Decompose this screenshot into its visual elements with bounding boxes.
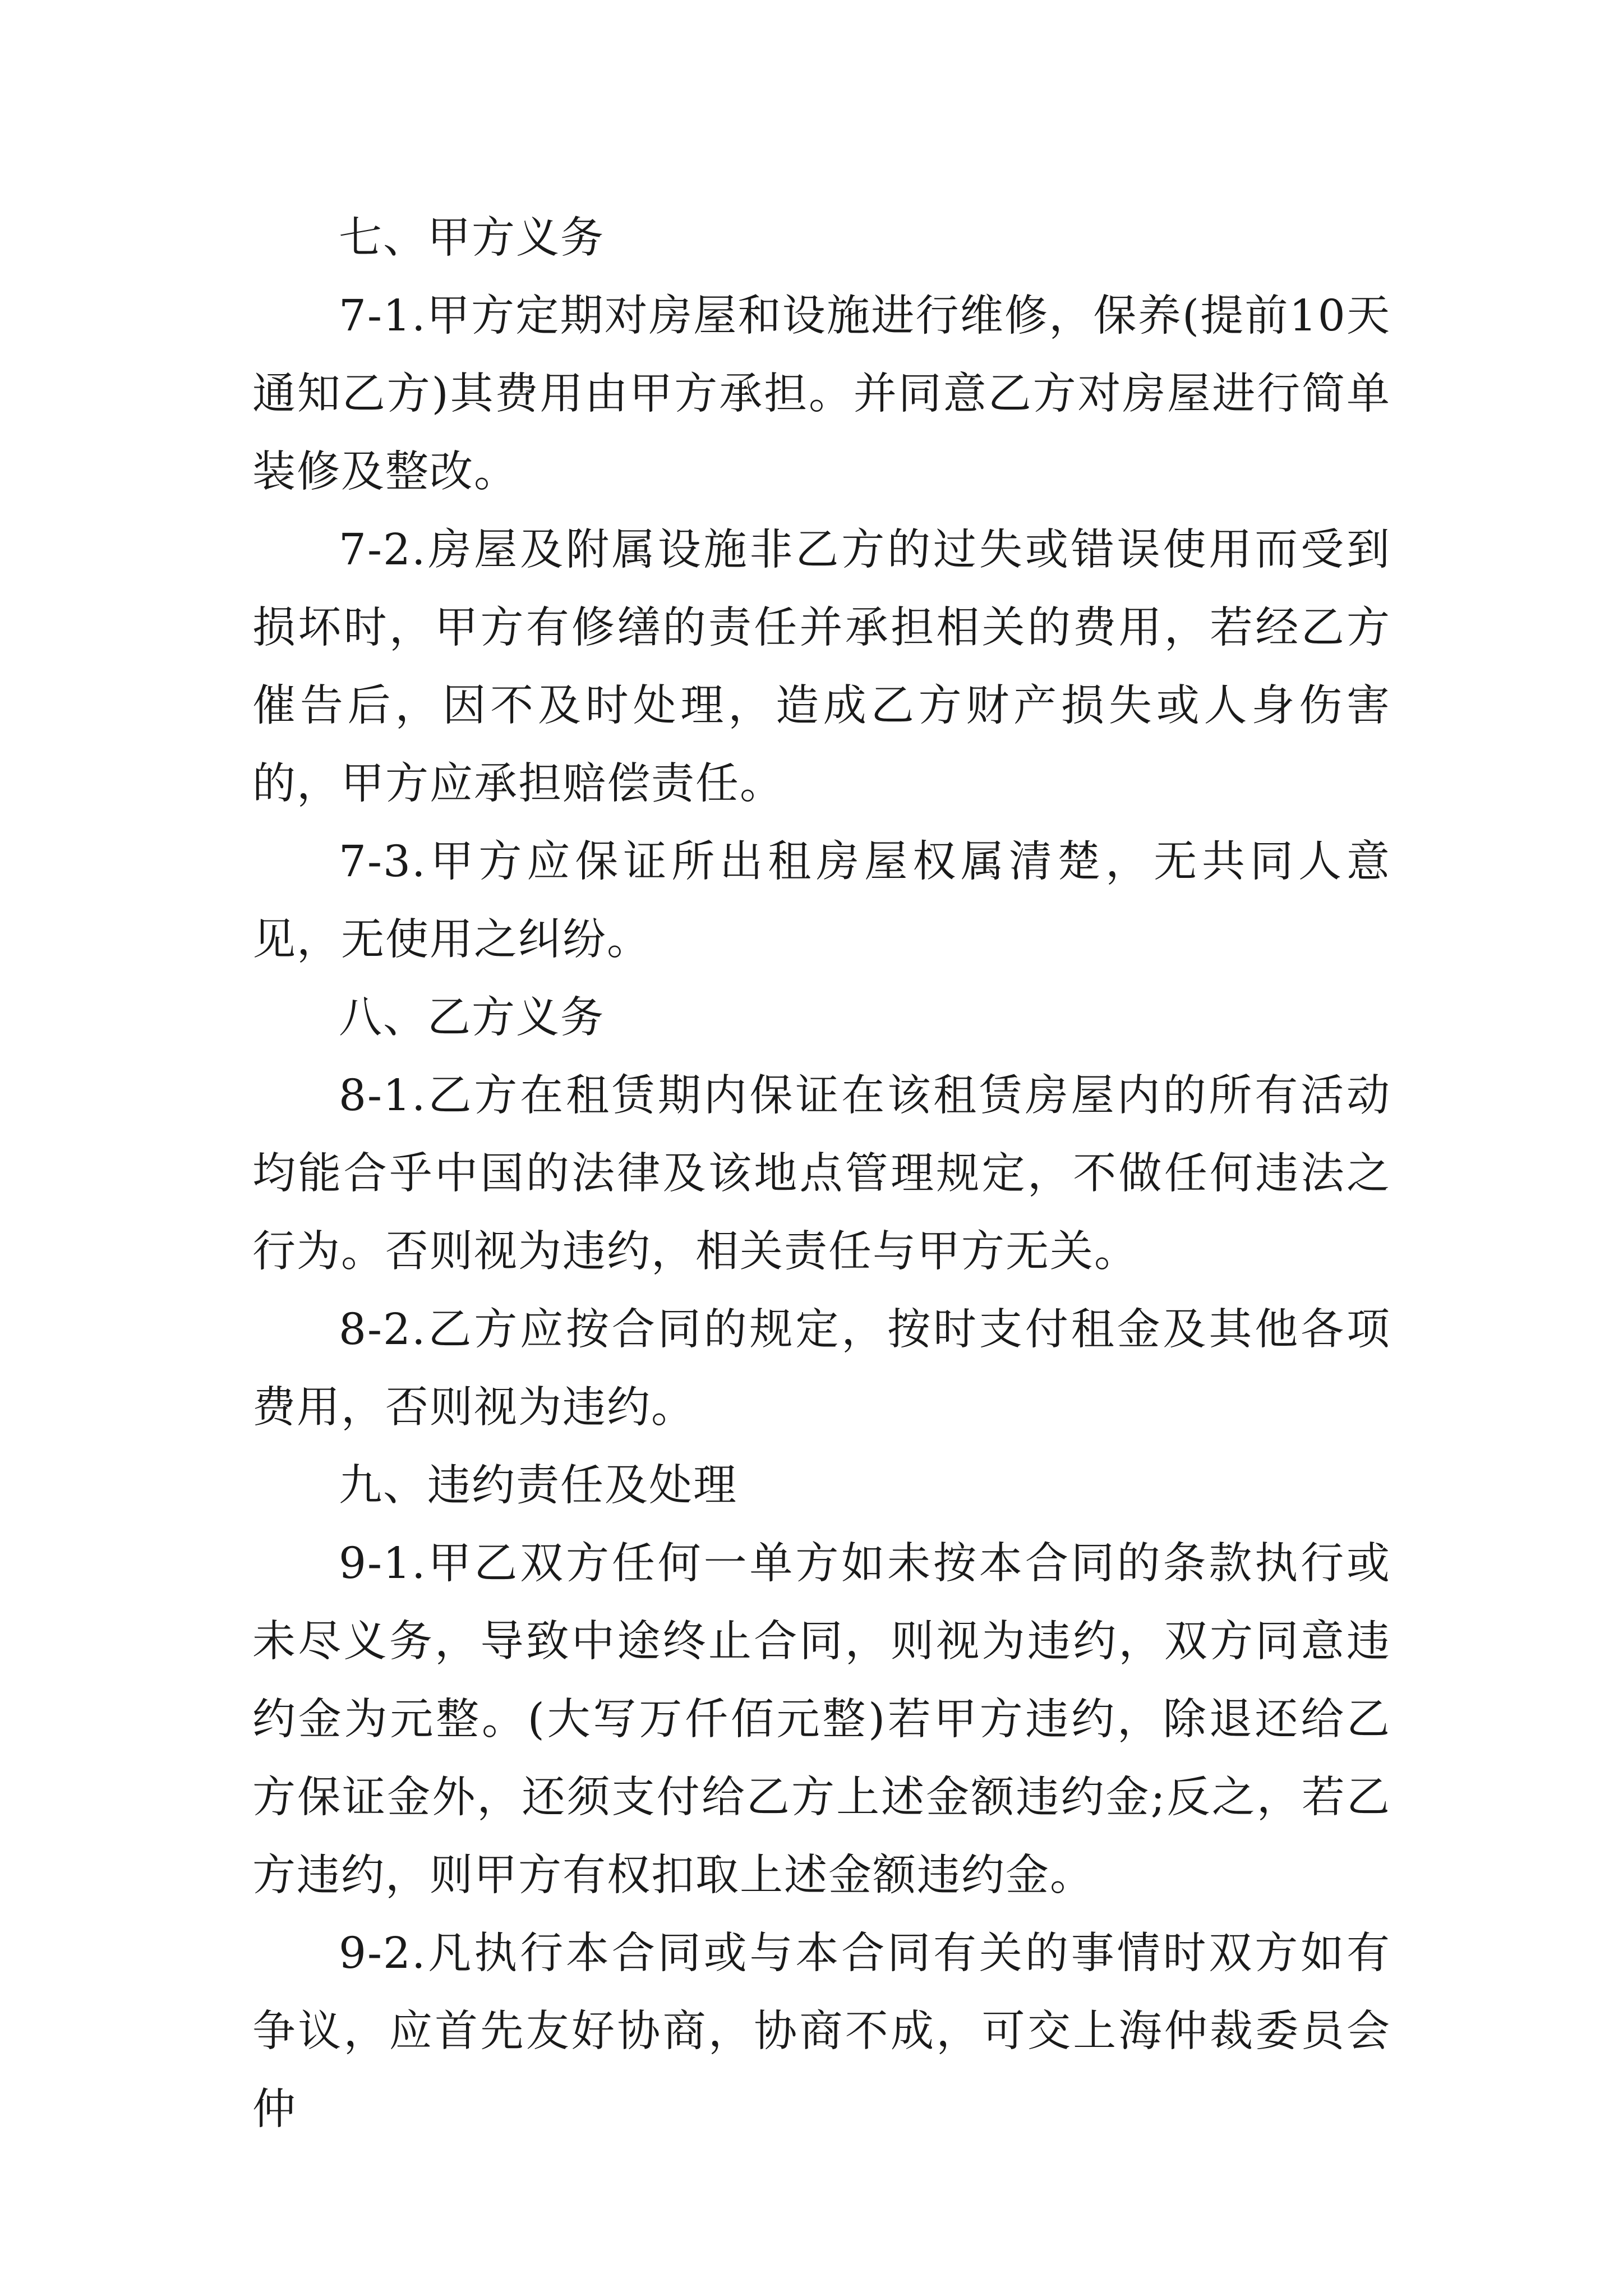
clause-9-1: 9-1.甲乙双方任何一单方如未按本合同的条款执行或未尽义务，导致中途终止合同，则视为违约，双方同意违约金为元整。(大写万仟佰元整)若甲方违约，除退还给乙方保证金外，还须支付给乙方上述金额违约金;反之，若乙方违约，则甲方有权扣取上述金额违约金。 [252, 1539, 1391, 1901]
clause-7-2: 7-2.房屋及附属设施非乙方的过失或错误使用而受到损坏时，甲方有修缮的责任并承担相关的费用，若经乙方催告后，因不及时处理，造成乙方财产损失或人身伤害的，甲方应承担赔偿责任。 [252, 525, 1391, 809]
clause-7-1: 7-1.甲方定期对房屋和设施进行维修，保养(提前10天通知乙方)其费用由甲方承担。并同意乙方对房屋进行简单装修及整改。 [252, 291, 1391, 497]
section-heading-8: 八、乙方义务 [339, 993, 605, 1043]
clause-7-3: 7-3.甲方应保证所出租房屋权属清楚，无共同人意见，无使用之纠纷。 [252, 837, 1391, 965]
clause-8-2: 8-2.乙方应按合同的规定，按时支付租金及其他各项费用，否则视为违约。 [252, 1305, 1391, 1433]
section-heading-9: 九、违约责任及处理 [339, 1461, 737, 1511]
section-heading-7: 七、甲方义务 [339, 213, 605, 263]
document-page [252, 199, 1391, 2148]
clause-8-1: 8-1.乙方在租赁期内保证在该租赁房屋内的所有活动均能合乎中国的法律及该地点管理规定，不做任何违法之行为。否则视为违约，相关责任与甲方无关。 [252, 1071, 1391, 1277]
clause-9-2: 9-2.凡执行本合同或与本合同有关的事情时双方如有争议，应首先友好协商，协商不成，可交上海仲裁委员会仲 [252, 1929, 1391, 2134]
